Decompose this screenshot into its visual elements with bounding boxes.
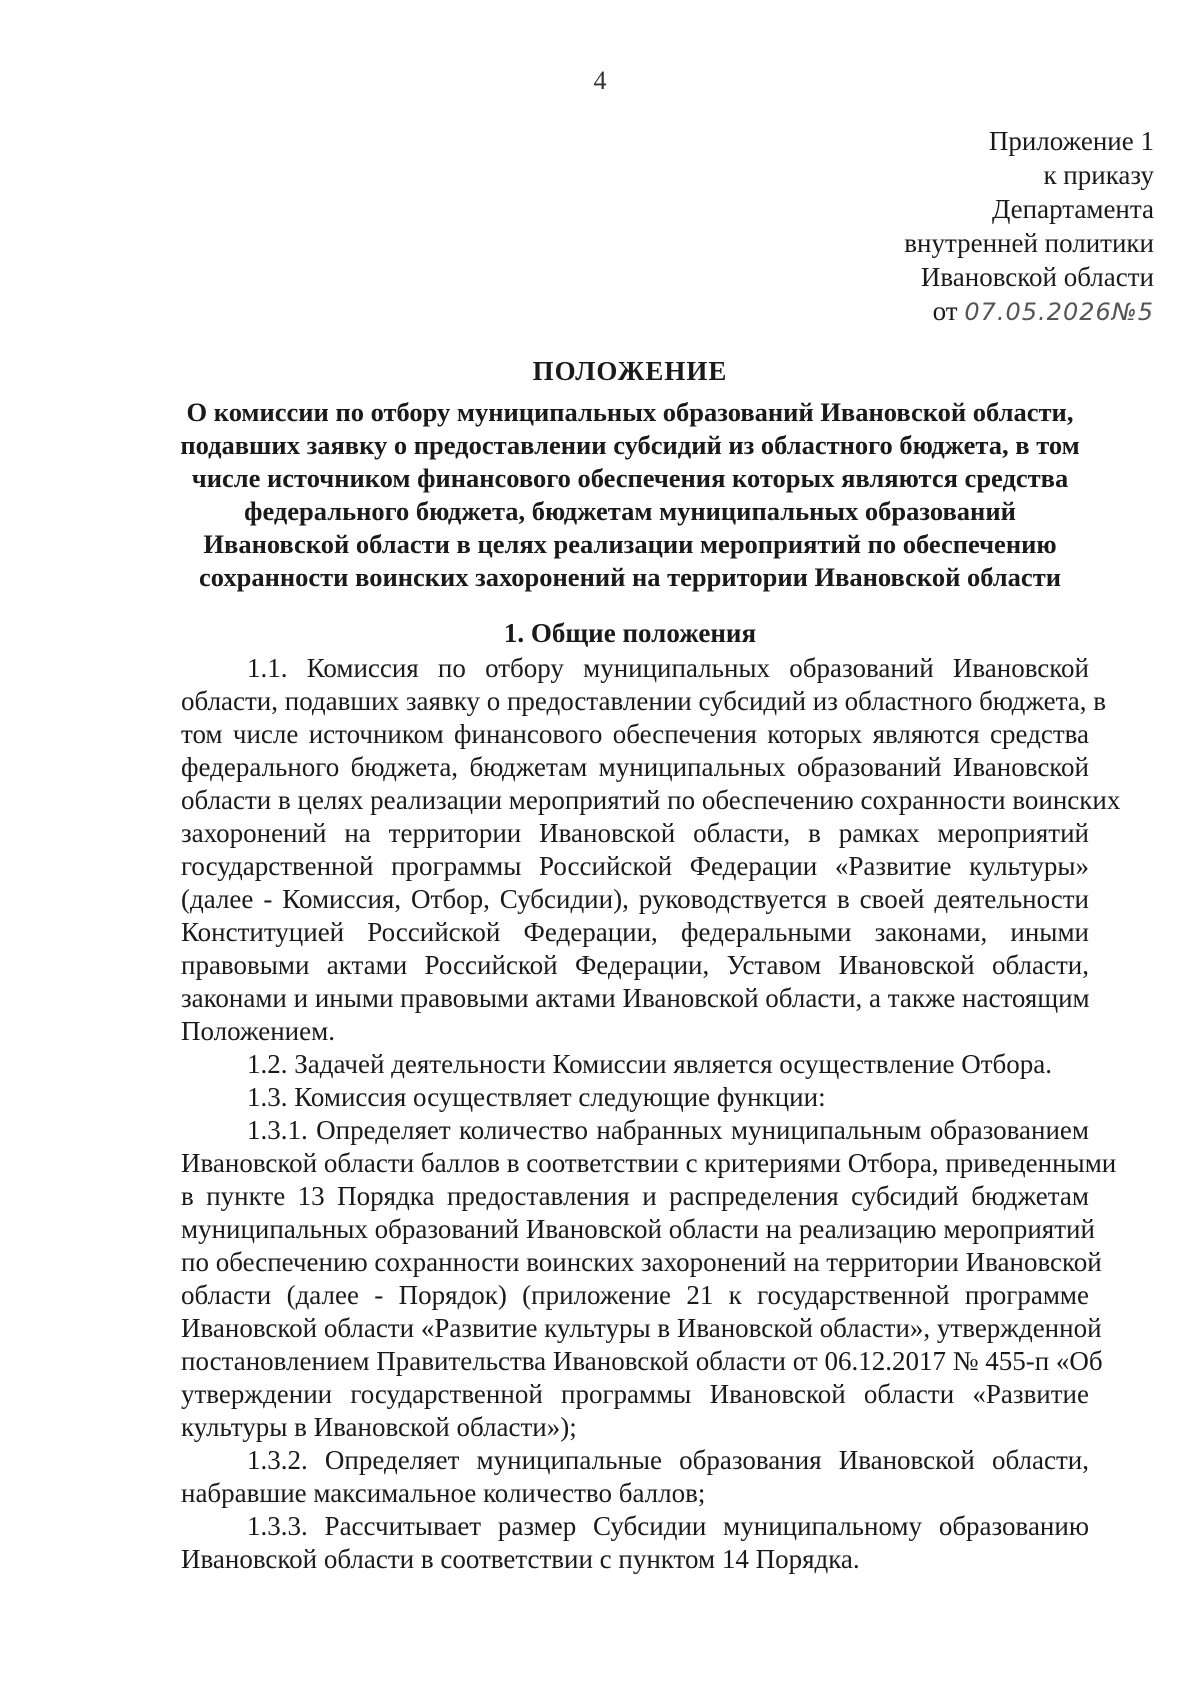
text-line: Конституцией Российской Федерации, федеральными законами, иными — [181, 917, 1089, 947]
subtitle-line: сохранности воинских захоронений на территории Ивановской области — [199, 562, 1061, 592]
subtitle-line: Ивановской области в целях реализации мероприятий по обеспечению — [203, 529, 1057, 559]
text-line: правовыми актами Российской Федерации, Уставом Ивановской области, — [181, 950, 1089, 980]
appendix-block — [734, 124, 1154, 329]
appendix-line: к приказу — [1043, 160, 1154, 190]
subtitle-line: федерального бюджета, бюджетам муниципальных образований — [244, 496, 1016, 526]
text-line: Положением. — [181, 1016, 335, 1046]
text-line: набравшие максимальное количество баллов; — [181, 1478, 706, 1508]
text-line: Ивановской области баллов в соответствии с критериями Отбора, приведенными — [181, 1148, 1117, 1178]
text-line: захоронений на территории Ивановской области, в рамках мероприятий — [181, 818, 1089, 848]
handwritten-date: 07.05.2026№5 — [964, 298, 1154, 326]
text-line: культуры в Ивановской области»); — [181, 1412, 577, 1442]
appendix-line: Департамента — [991, 194, 1154, 224]
document-subtitle — [170, 396, 1090, 594]
subtitle-line: О комиссии по отбору муниципальных образований Ивановской области, — [186, 397, 1074, 427]
text-line: по обеспечению сохранности воинских захоронений на территории Ивановской — [181, 1247, 1102, 1277]
text-line: законами и иными правовыми актами Ивановской области, а также настоящим — [181, 983, 1090, 1013]
text-line: федерального бюджета, бюджетам муниципальных образований Ивановской — [181, 752, 1089, 782]
paragraph-1-1 — [181, 652, 1121, 1048]
appendix-line: Ивановской области — [920, 262, 1154, 292]
text-line: 1.3. Комиссия осуществляет следующие функции: — [247, 1082, 826, 1112]
subtitle-line: числе источником финансового обеспечения которых являются средства — [191, 463, 1069, 493]
text-line: 1.3.1. Определяет количество набранных муниципальным образованием — [247, 1115, 1089, 1145]
text-line: области, подавших заявку о предоставлении субсидий из областного бюджета, в — [181, 686, 1106, 716]
text-line: том числе источником финансового обеспечения которых являются средства — [181, 719, 1089, 749]
date-prefix: от — [932, 296, 958, 326]
appendix-line: внутренней политики — [904, 228, 1154, 258]
paragraph-1-3-1 — [181, 1114, 1117, 1444]
text-line: постановлением Правительства Ивановской области от 06.12.2017 № 455-п «Об — [181, 1346, 1103, 1376]
text-line: Ивановской области «Развитие культуры в Ивановской области», утвержденной — [181, 1313, 1102, 1343]
page-number: 4 — [593, 66, 607, 95]
text-line: (далее - Комиссия, Отбор, Субсидии), руководствуется в своей деятельности — [181, 884, 1089, 914]
text-line: утверждении государственной программы Ивановской области «Развитие — [181, 1379, 1089, 1409]
text-line: Ивановской области в соответствии с пунктом 14 Порядка. — [181, 1544, 860, 1574]
text-line: области (далее - Порядок) (приложение 21 к государственной программе — [181, 1280, 1089, 1310]
section-heading: 1. Общие положения — [503, 618, 757, 648]
text-line: 1.2. Задачей деятельности Комиссии является осуществление Отбора. — [247, 1049, 1053, 1079]
appendix-date-line — [734, 294, 1154, 329]
text-line: 1.1. Комиссия по отбору муниципальных образований Ивановской — [247, 653, 1089, 683]
document-title: ПОЛОЖЕНИЕ — [532, 356, 728, 386]
appendix-line: Приложение 1 — [988, 126, 1154, 156]
text-line: государственной программы Российской Федерации «Развитие культуры» — [181, 851, 1089, 881]
paragraph-1-3-3 — [181, 1510, 1089, 1576]
body-text — [181, 652, 1121, 1576]
text-line: 1.3.3. Рассчитывает размер Субсидии муниципальному образованию — [247, 1511, 1089, 1541]
paragraph-1-3 — [181, 1081, 1089, 1114]
text-line: муниципальных образований Ивановской области на реализацию мероприятий — [181, 1214, 1095, 1244]
text-line: 1.3.2. Определяет муниципальные образования Ивановской области, — [247, 1445, 1089, 1475]
paragraph-1-2 — [181, 1048, 1089, 1081]
paragraph-1-3-2 — [181, 1444, 1089, 1510]
text-line: в пункте 13 Порядка предоставления и распределения субсидий бюджетам — [181, 1181, 1089, 1211]
text-line: области в целях реализации мероприятий по обеспечению сохранности воинских — [181, 785, 1121, 815]
subtitle-line: подавших заявку о предоставлении субсидий из областного бюджета, в том — [180, 430, 1080, 460]
